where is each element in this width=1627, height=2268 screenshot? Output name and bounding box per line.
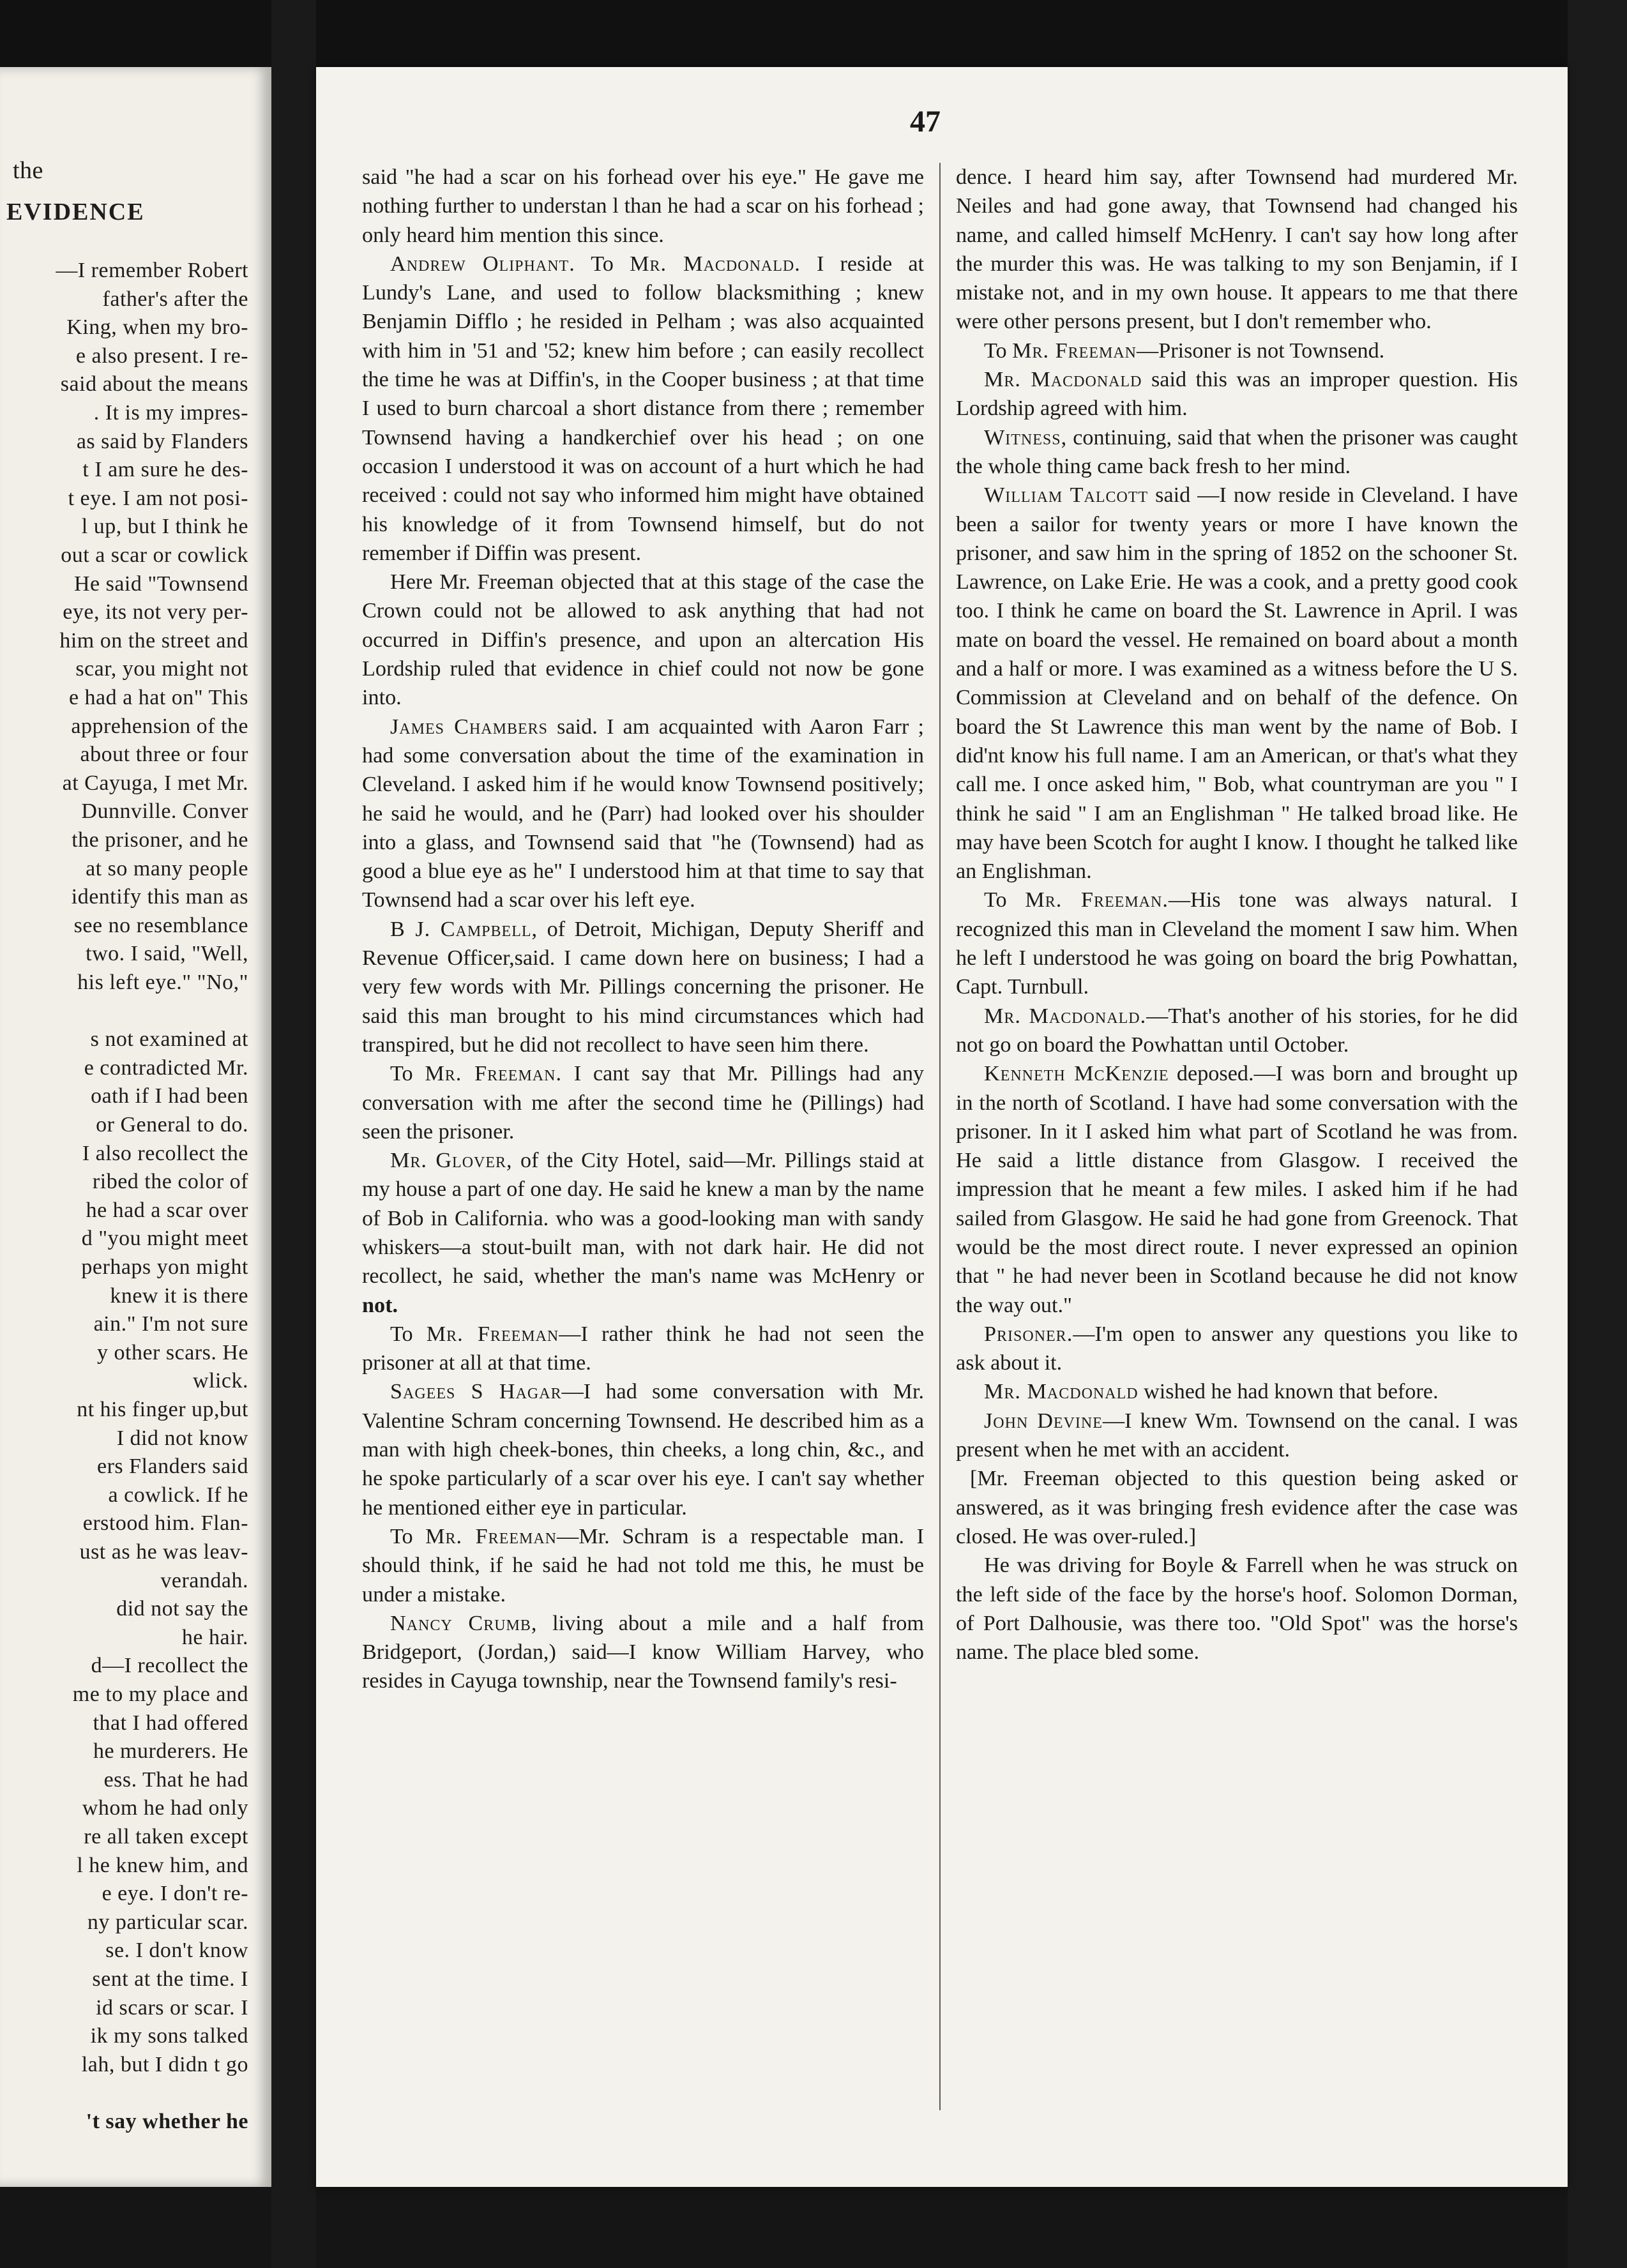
paragraph xyxy=(956,365,1518,423)
previous-page-line: sent at the time. I xyxy=(92,1967,248,1991)
previous-page-line: e also present. I re- xyxy=(75,344,248,368)
paragraph xyxy=(362,1059,924,1146)
paragraph-text: dence. I heard him say, after Townsend had murdered Mr. Neiles and had gone away, that Townsend had changed his name, and called himself McHenry. I can't say how long after the murder this was. He was talking to my son Benjamin, if I mistake not, and in my own house. It appears to me that there were other persons present, but I don't remember who. xyxy=(956,165,1518,334)
counsel-name: Mr. Freeman xyxy=(1012,338,1137,363)
counsel-name: Mr. Macdonald. xyxy=(984,1004,1147,1028)
paragraph-text: To xyxy=(390,1062,425,1086)
paragraph xyxy=(956,336,1518,365)
paragraph-text: of the City Hotel, said—Mr. Pillings staid at my house a part of one day. He said he knew a man by the name of Bob in California. who was a good-looking man with sandy whiskers—a stout-built man, with not dark hair. He did not recollect, he said, whether the man's name was McHenry or xyxy=(362,1149,924,1289)
paragraph-text: To xyxy=(575,252,630,276)
previous-page-line: e eye. I don't re- xyxy=(102,1882,248,1905)
paragraph-text: said "he had a scar on his forhead over his eye." He gave me nothing further to understan l than he had a scar on his forhead ; only heard him mention this since. xyxy=(362,165,924,247)
previous-page-line: me to my place and xyxy=(72,1682,248,1706)
paragraph-text: —Prisoner is not Townsend. xyxy=(1137,338,1385,363)
previous-page-line: as said by Flanders xyxy=(76,430,248,453)
previous-page-line: He said "Townsend xyxy=(73,572,248,596)
paragraph-text: —That's another of his stories, for he did not go on board the Powhattan until October. xyxy=(956,1004,1518,1057)
scan-background-bottom xyxy=(0,2187,1627,2268)
witness-name: Mr. Glover, xyxy=(390,1149,513,1173)
previous-page-line: father's after the xyxy=(102,287,248,311)
counsel-name: Mr. Macdonald xyxy=(984,368,1142,392)
previous-page-heading: EVIDENCE xyxy=(6,199,145,225)
previous-page-line: identify this man as xyxy=(71,885,248,909)
witness-name: Kenneth McKenzie xyxy=(984,1062,1169,1086)
previous-page-line: that I had offered xyxy=(93,1711,248,1735)
paragraph-text: said. I am acquainted with Aaron Farr ; had some conversation about the time of the examination in Cleveland. I asked him if he would know Townsend positively; he said he would, and he (Parr) had looked over his shoulder into a glass, and Townsend said that "he (Townsend) had as good a blue eye as he" I understood him at that time to say that Townsend had a scar over his left eye. xyxy=(362,714,924,912)
previous-page-line: l up, but I think he xyxy=(81,515,248,538)
witness-name: Sagees S Hagar xyxy=(390,1380,562,1404)
previous-page-line: two. I said, "Well, xyxy=(86,942,248,965)
previous-page-line: said about the means xyxy=(60,372,248,396)
previous-page-line: ess. That he had xyxy=(103,1768,248,1792)
text-column-left xyxy=(362,163,924,2104)
previous-page-heading-word: the xyxy=(13,157,43,184)
paragraph-text: of Detroit, Michigan, Deputy Sheriff and Revenue Officer,said. I came down here on business; I had a very few words with Mr. Pillings concerning the prisoner. He said this man brought to his mind circumstances which had transpired, but he did not recollect to have seen him there. xyxy=(362,917,924,1057)
paragraph xyxy=(956,481,1518,886)
witness-name: John Devine xyxy=(984,1409,1103,1433)
previous-page-line: ers Flanders said xyxy=(96,1455,248,1478)
previous-page xyxy=(0,67,271,2187)
counsel-name: Mr. Freeman. xyxy=(1025,888,1169,912)
previous-page-line: knew it is there xyxy=(110,1284,248,1308)
paragraph-text: I reside at Lundy's Lane, and used to follow blacksmithing ; knew Benjamin Difflo ; he resided in Pelham ; was also acquainted with him in '51 and '52; knew him before ; can easily recollect the time he was at Diffin's, in the Cooper business ; at that time I used to burn charcoal a short distance from there ; remember Townsend having a handkerchief over his head ; on one occasion I understood it was on account of a hurt which he had received : could not say who informed him might have obtained his knowledge of it from Townsend himself, but do not remember if Diffin was present. xyxy=(362,252,924,565)
witness-name: William Talcott xyxy=(984,483,1149,508)
previous-page-line: him on the street and xyxy=(59,629,248,653)
counsel-name: Mr. Macdonald xyxy=(984,1380,1139,1404)
previous-page-line: I also recollect the xyxy=(82,1142,248,1165)
column-rule xyxy=(939,163,941,2110)
previous-page-line: at Cayuga, I met Mr. xyxy=(62,771,248,795)
previous-page-line: ribed the color of xyxy=(92,1170,248,1193)
page-47 xyxy=(316,67,1568,2187)
paragraph xyxy=(362,163,924,250)
paragraph xyxy=(956,1377,1518,1406)
paragraph-text: To xyxy=(984,888,1025,912)
witness-name: Prisoner. xyxy=(984,1322,1073,1346)
paragraph-text: continuing, said that when the prisoner was caught the whole thing came back fresh to her mind. xyxy=(956,425,1518,478)
previous-page-line: or General to do. xyxy=(96,1113,248,1137)
previous-page-line: d—I recollect the xyxy=(91,1654,248,1677)
previous-page-line: y other scars. He xyxy=(97,1341,248,1365)
previous-page-line: e contradicted Mr. xyxy=(84,1056,248,1080)
counsel-name: Mr. Freeman xyxy=(425,1524,557,1548)
previous-page-line: at so many people xyxy=(86,857,248,881)
paragraph-text: Here Mr. Freeman objected that at this stage of the case the Crown could not be allowed to ask anything that had not occurred in Diffin's presence, and upon an altercation His Lordship ruled that evidence in chief could not now be gone into. xyxy=(362,570,924,710)
witness-name: James Chambers xyxy=(390,714,548,739)
text-column-right xyxy=(956,163,1518,2104)
paragraph-text: —I rather think he had not seen the prisoner at all at that time. xyxy=(362,1322,924,1375)
previous-page-line: he had a scar over xyxy=(86,1198,248,1222)
counsel-name: Mr. Freeman xyxy=(426,1322,559,1346)
paragraph-text: He was driving for Boyle & Farrell when he was struck on the left side of the face by the horse's hoof. Solomon Dorman, of Port Dalhousie, was there too. "Old Spot" was the horse's name. The place bled some. xyxy=(956,1554,1518,1665)
previous-page-line: —I remember Robert xyxy=(56,259,248,282)
previous-page-line: did not say the xyxy=(116,1597,248,1621)
previous-page-line: see no resemblance xyxy=(73,914,248,937)
previous-page-line: ik my sons talked xyxy=(90,2024,248,2048)
previous-page-line: a cowlick. If he xyxy=(108,1483,248,1507)
paragraph-text: [Mr. Freeman objected to this question being asked or answered, as it was bringing fresh evidence after the case was closed. He was over-ruled.] xyxy=(956,1467,1518,1548)
previous-page-line: e had a hat on" This xyxy=(68,686,248,709)
previous-page-line: se. I don't know xyxy=(105,1939,248,1962)
previous-page-line: he murderers. He xyxy=(93,1739,248,1763)
paragraph-text: —Mr. Schram is a respectable man. I should think, if he said he had not told me this, he must be under a mistake. xyxy=(362,1524,924,1606)
previous-page-line: King, when my bro- xyxy=(66,315,248,339)
paragraph xyxy=(956,1407,1518,1465)
previous-page-line: oath if I had been xyxy=(91,1084,248,1108)
previous-page-line: verandah. xyxy=(160,1569,248,1592)
paragraph xyxy=(362,568,924,712)
paragraph xyxy=(362,250,924,568)
previous-page-line: whom he had only xyxy=(82,1796,248,1820)
previous-page-line: out a scar or cowlick xyxy=(61,543,248,567)
paragraph-text: To xyxy=(390,1322,427,1346)
counsel-name: Mr. Freeman. xyxy=(425,1062,562,1086)
paragraph-text: —I had some conversation with Mr. Valentine Schram concerning Townsend. He described him as a man with high cheek-bones, thin cheeks, a long chin, &c., and he spoke particularly of a scar over his eye. I can't say whether he mentioned either eye in particular. xyxy=(362,1380,924,1520)
previous-page-line: perhaps yon might xyxy=(81,1255,248,1279)
counsel-name: Mr. Macdonald. xyxy=(630,252,801,276)
previous-page-line: ust as he was leav- xyxy=(79,1540,248,1564)
paragraph xyxy=(956,886,1518,1001)
previous-page-line: his left eye." "No," xyxy=(77,971,248,994)
previous-page-line: he hair. xyxy=(181,1626,248,1649)
paragraph-text: living about a mile and a half from Bridgeport, (Jordan,) said—I know William Harvey, who resides in Cayuga township, near the Townsend family's resi- xyxy=(362,1611,924,1693)
paragraph xyxy=(956,1464,1518,1551)
previous-page-line: d "you might meet xyxy=(81,1227,248,1250)
scan-background-right xyxy=(1568,0,1627,2268)
book-gutter xyxy=(271,0,316,2268)
paragraph xyxy=(956,1320,1518,1378)
paragraph-text: —His tone was always natural. I recognized this man in Cleveland the moment I saw him. When he left I understood he was going on board the brig Powhattan, Capt. Turnbull. xyxy=(956,888,1518,999)
paragraph xyxy=(956,163,1518,336)
witness-name: Witness, xyxy=(984,425,1068,450)
paragraph-text: wished he had known that before. xyxy=(1138,1380,1439,1404)
paragraph xyxy=(956,423,1518,481)
previous-page-line: eye, its not very per- xyxy=(63,600,248,624)
previous-page-line: scar, you might not xyxy=(75,657,248,681)
previous-page-line: t I am sure he des- xyxy=(82,458,248,481)
previous-page-line: apprehension of the xyxy=(71,714,248,738)
previous-page-line: ain." I'm not sure xyxy=(93,1312,248,1336)
paragraph xyxy=(362,915,924,1059)
paragraph xyxy=(362,713,924,915)
previous-page-line: about three or four xyxy=(80,743,248,766)
paragraph xyxy=(956,1551,1518,1667)
previous-page-line: the prisoner, and he xyxy=(72,828,248,852)
paragraph xyxy=(362,1377,924,1522)
paragraph-text: deposed.—I was born and brought up in the north of Scotland. I have had some conversation with the prisoner. In it I asked him what part of Scotland he was from. He said a little distance from Glasgow. I received the impression that he meant a few miles. I asked him if he had sailed from Glasgow. He said he had gone from Greenock. That would be the most direct route. I never expressed an opinion that " he had never been in Scotland because he did not know the way out." xyxy=(956,1062,1518,1317)
previous-page-line: l he knew him, and xyxy=(77,1854,248,1877)
paragraph-text: To xyxy=(984,338,1013,363)
previous-page-line: 't say whether he xyxy=(86,2110,248,2133)
previous-page-line: erstood him. Flan- xyxy=(82,1511,248,1535)
previous-page-line: lah, but I didn t go xyxy=(81,2053,248,2076)
paragraph-text: —I'm open to answer any questions you like to ask about it. xyxy=(956,1322,1518,1375)
paragraph-text: said —I now reside in Cleveland. I have been a sailor for twenty years or more I have known the prisoner, and saw him in the spring of 1852 on the schooner St. Lawrence, on Lake Erie. He was a cook, and a pretty good cook too. I think he came on board the St. Lawrence in April. I was mate on board the vessel. He remained on board about a month and a half or more. I was examined as a witness before the U S. Commission at Cleveland and on behalf of the defence. On board the St Lawrence this man went by the name of Bob. I did'nt know his full name. I am an American, or that's what they call me. I once asked him, " Bob, what countryman are you " I think he said " I am an Englishman " He talked broad like. He may have been Scotch for aught I know. I thought he talked like an Englishman. xyxy=(956,483,1518,884)
previous-page-line: id scars or scar. I xyxy=(96,1996,248,2020)
scan-background-top xyxy=(0,0,1627,67)
witness-name: Nancy Crumb, xyxy=(390,1611,538,1635)
paragraph xyxy=(362,1522,924,1609)
paragraph xyxy=(362,1320,924,1378)
page-number: 47 xyxy=(910,105,941,139)
paragraph-text: To xyxy=(390,1524,426,1548)
previous-page-line: re all taken except xyxy=(84,1825,248,1848)
emphasized-word: not. xyxy=(362,1293,398,1317)
witness-name: B J. Campbell, xyxy=(390,917,538,941)
paragraph xyxy=(956,1059,1518,1320)
paragraph-text: —I knew Wm. Townsend on the canal. I was present when he met with an accident. xyxy=(956,1409,1518,1462)
previous-page-line: I did not know xyxy=(116,1426,248,1450)
previous-page-line: wlick. xyxy=(192,1369,248,1393)
previous-page-line: Dunnville. Conver xyxy=(81,799,248,823)
paragraph-text: said this was an improper question. His Lordship agreed with him. xyxy=(956,368,1518,421)
previous-page-line: ny particular scar. xyxy=(87,1910,248,1934)
paragraph-text: I cant say that Mr. Pillings had any conversation with me after the second time he (Pillings) had seen the prisoner. xyxy=(362,1062,924,1144)
previous-page-line: . It is my impres- xyxy=(93,401,248,425)
paragraph xyxy=(362,1609,924,1696)
previous-page-line: s not examined at xyxy=(90,1027,248,1051)
witness-name: Andrew Oliphant. xyxy=(390,252,575,276)
paragraph xyxy=(956,1002,1518,1060)
paragraph xyxy=(362,1146,924,1320)
previous-page-line: nt his finger up,but xyxy=(77,1398,248,1421)
previous-page-line: t eye. I am not posi- xyxy=(68,487,248,510)
